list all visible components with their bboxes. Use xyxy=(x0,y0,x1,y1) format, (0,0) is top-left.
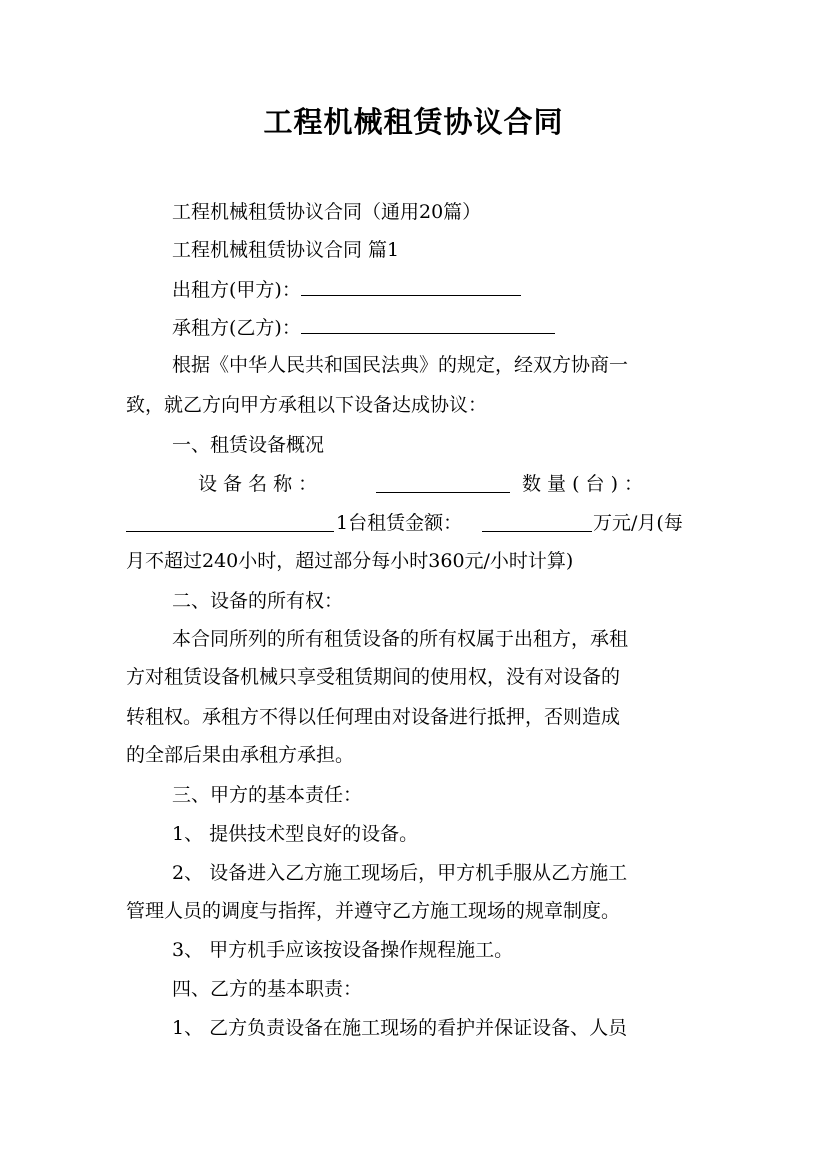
paragraph-line: 本合同所列的所有租赁设备的所有权属于出租方，承租 xyxy=(172,628,629,650)
equipment-name-blank xyxy=(376,474,510,493)
list-item: 1、 乙方负责设备在施工现场的看护并保证设备、人员 xyxy=(172,1017,628,1039)
document-title: 工程机械租赁协议合同 xyxy=(263,105,564,139)
section-heading: 二、设备的所有权： xyxy=(172,590,344,612)
paragraph-line: 月不超过240小时，超过部分每小时360元/小时计算) xyxy=(126,550,574,572)
rent-amount-blank xyxy=(482,513,592,532)
lessor-label: 出租方(甲方)： xyxy=(172,279,301,301)
quantity-label: 数 量 ( 台 ) ： xyxy=(522,473,644,495)
list-item: 1、 提供技术型良好的设备。 xyxy=(172,823,419,845)
paragraph-line: 根据《中华人民共和国民法典》的规定，经双方协商一 xyxy=(172,354,629,376)
section-heading-1: 工程机械租赁协议合同 篇1 xyxy=(172,239,400,261)
subtitle-line: 工程机械租赁协议合同（通用20篇） xyxy=(172,201,482,223)
paragraph-line: 转租权。承租方不得以任何理由对设备进行抵押，否则造成 xyxy=(126,706,621,728)
paragraph-line: 方对租赁设备机械只享受租赁期间的使用权，没有对设备的 xyxy=(126,666,621,688)
rent-amount-label: 1台租赁金额： xyxy=(336,512,463,534)
quantity-blank xyxy=(126,513,334,532)
rent-unit-label: 万元/月(每 xyxy=(593,512,683,534)
list-item: 3、 甲方机手应该按设备操作规程施工。 xyxy=(172,939,514,961)
lessor-blank xyxy=(301,277,521,296)
lessor-line xyxy=(172,277,521,302)
lessee-label: 承租方(乙方)： xyxy=(172,317,301,339)
section-heading: 四、乙方的基本职责： xyxy=(172,978,363,1000)
paragraph-line: 致，就乙方向甲方承租以下设备达成协议： xyxy=(126,394,488,416)
lessee-line xyxy=(172,315,555,340)
equipment-name-label: 设 备 名 称 ： xyxy=(198,473,318,495)
lessee-blank xyxy=(301,315,555,334)
paragraph-line: 的全部后果由承租方承担。 xyxy=(126,744,355,766)
list-item: 2、 设备进入乙方施工现场后，甲方机手服从乙方施工 xyxy=(172,862,628,884)
section-heading: 三、甲方的基本责任： xyxy=(172,784,363,806)
section-heading: 一、租赁设备概况 xyxy=(172,434,325,456)
paragraph-line: 管理人员的调度与指挥，并遵守乙方施工现场的规章制度。 xyxy=(126,900,621,922)
